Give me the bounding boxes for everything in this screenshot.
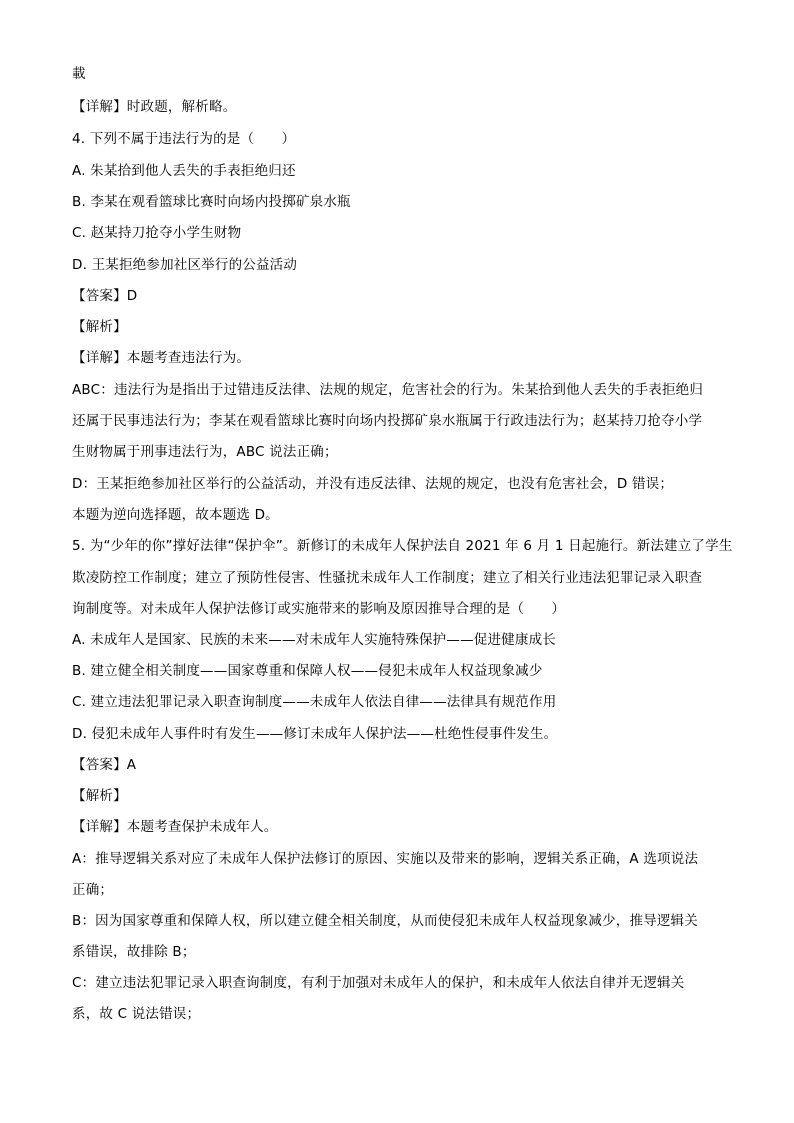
question-5-explanation-line: 正确； [72, 882, 114, 898]
question-5-explanation-line: C：建立违法犯罪记录入职查询制度，有利于加强对未成年人的保护，和未成年人依法自律并无逻辑关 [72, 975, 685, 991]
question-4-analysis-label: 【解析】 [72, 319, 127, 335]
text-line-fragment: 載 [72, 66, 86, 82]
detail-heading-politics: 【详解】时政题，解析略。 [72, 99, 237, 115]
question-4-detail: 【详解】本题考查违法行为。 [72, 350, 251, 366]
question-5-explanation-line: 系，故 C 说法错误； [72, 1006, 201, 1022]
question-4-answer: 【答案】D [72, 288, 138, 304]
question-5-stem: 5. 为“少年的你”撑好法律“保护伞”。新修订的未成年人保护法自 2021 年 6 月 1 日起施行。新法建立了学生 [72, 538, 733, 554]
question-4-explanation-line: D：王某拒绝参加社区举行的公益活动，并没有违反法律、法规的规定，也没有危害社会，D 错误； [72, 476, 674, 492]
question-5-stem: 询制度等。对未成年人保护法修订或实施带来的影响及原因推导合理的是（ ） [72, 601, 566, 617]
question-5-option-a: A. 未成年人是国家、民族的未来——对未成年人实施特殊保护——促进健康成长 [72, 632, 556, 648]
question-4-conclusion: 本题为逆向选择题，故本题选 D。 [72, 507, 279, 523]
question-4-option-a: A. 朱某拾到他人丢失的手表拒绝归还 [72, 163, 296, 179]
question-4-explanation-line: 还属于民事违法行为；李某在观看篮球比赛时向场内投掷矿泉水瓶属于行政违法行为；赵某持刀抢夺小学 [72, 413, 703, 429]
question-5-analysis-label: 【解析】 [72, 788, 127, 804]
question-5-option-b: B. 建立健全相关制度——国家尊重和保障人权——侵犯未成年人权益现象减少 [72, 663, 543, 679]
question-5-explanation-line: 系错误，故排除 B； [72, 944, 196, 960]
question-5-stem: 欺凌防控工作制度；建立了预防性侵害、性骚扰未成年人工作制度；建立了相关行业违法犯罪记录入职查 [72, 570, 703, 586]
question-4-option-d: D. 王某拒绝参加社区举行的公益活动 [72, 257, 298, 273]
question-5-detail: 【详解】本题考查保护未成年人。 [72, 819, 278, 835]
question-4-option-c: C. 赵某持刀抢夺小学生财物 [72, 225, 242, 241]
question-4-explanation-line: 生财物属于刑事违法行为，ABC 说法正确； [72, 444, 338, 460]
question-4-option-b: B. 李某在观看篮球比赛时向场内投掷矿泉水瓶 [72, 194, 351, 210]
question-4-explanation-line: ABC：违法行为是指出于过错违反法律、法规的规定，危害社会的行为。朱某拾到他人丢失的手表拒绝归 [72, 382, 704, 398]
question-4-stem: 4. 下列不属于违法行为的是（ ） [72, 131, 296, 147]
question-5-answer: 【答案】A [72, 757, 137, 773]
question-5-option-c: C. 建立违法犯罪记录入职查询制度——未成年人依法自律——法律具有规范作用 [72, 694, 557, 710]
question-5-option-d: D. 侵犯未成年人事件时有发生——修订未成年人保护法——杜绝性侵事件发生。 [72, 726, 558, 742]
question-5-explanation-line: B：因为国家尊重和保障人权，所以建立健全相关制度，从而使侵犯未成年人权益现象减少，推导逻辑关 [72, 913, 698, 929]
question-5-explanation-line: A：推导逻辑关系对应了未成年人保护法修订的原因、实施以及带来的影响，逻辑关系正确，A 选项说法 [72, 851, 699, 867]
